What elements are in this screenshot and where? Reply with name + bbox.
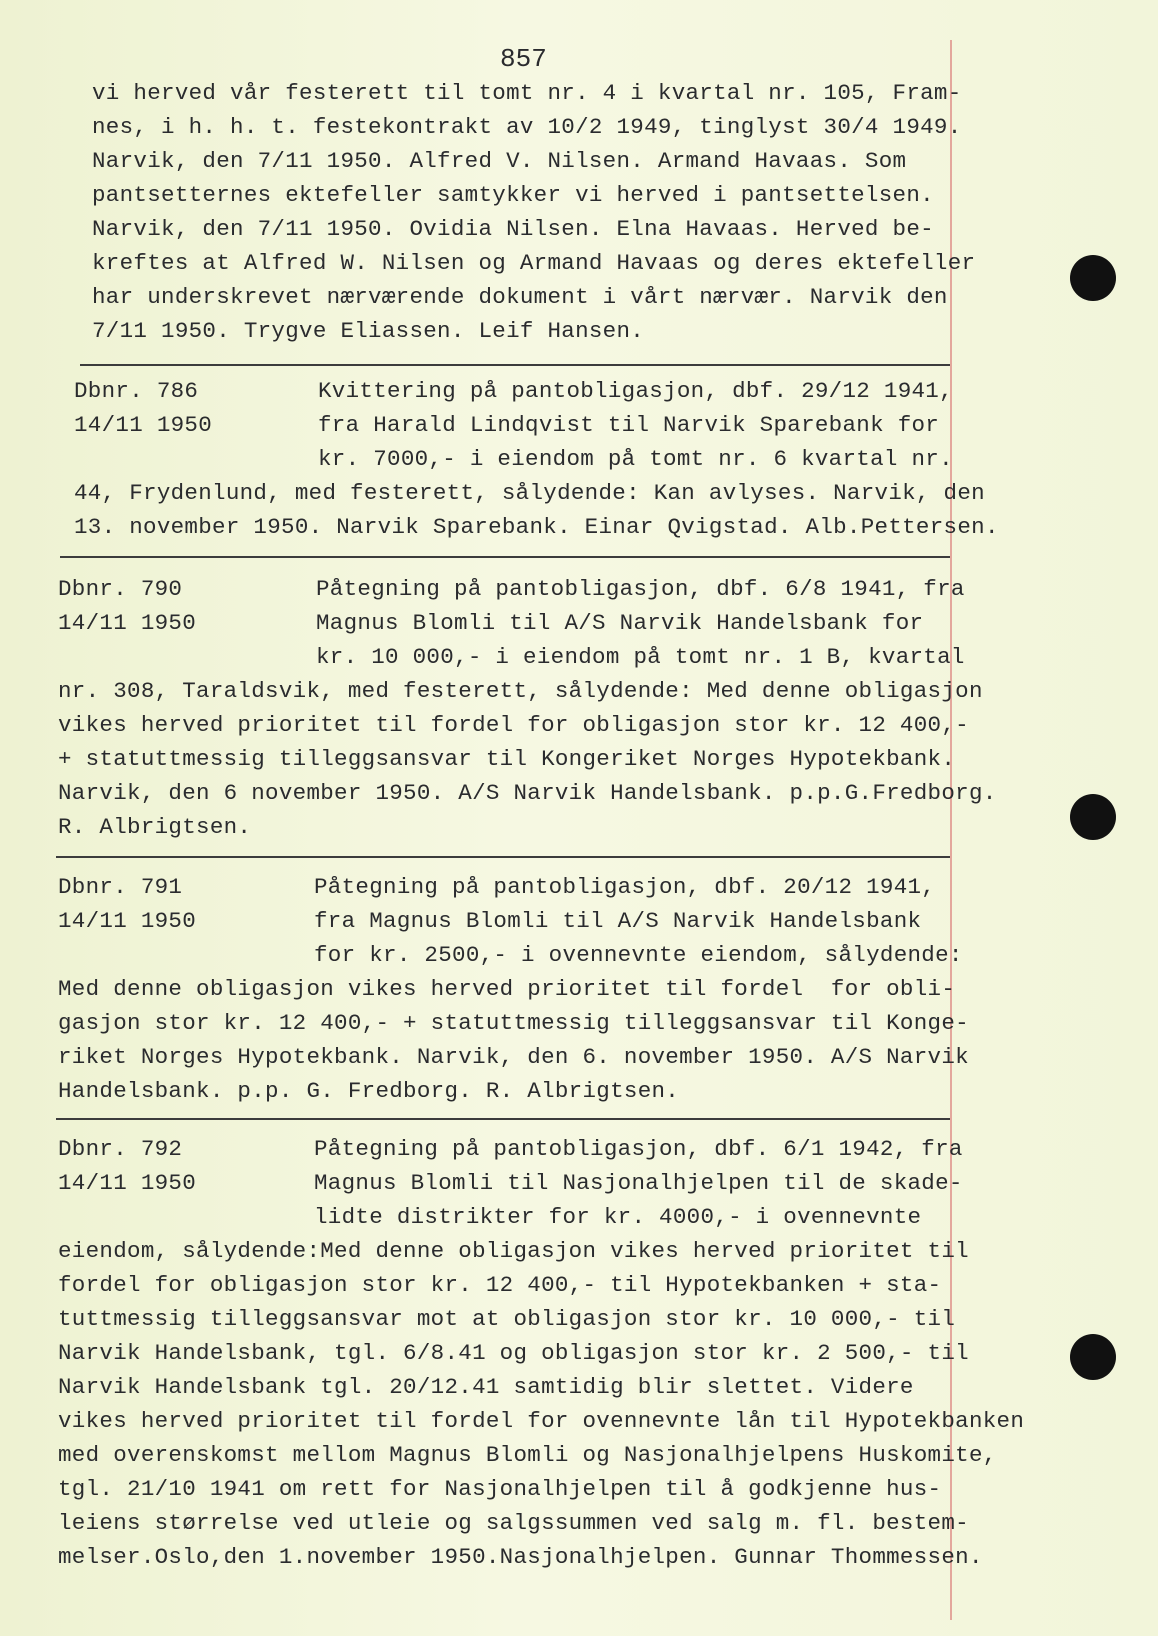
page-number: 857 [500, 44, 547, 74]
entry-head-line: Kvittering på pantobligasjon, dbf. 29/12 1941, [318, 378, 953, 404]
entry-date: 14/11 1950 [58, 1170, 197, 1196]
entry-body-line: Narvik, den 6 november 1950. A/S Narvik Handelsbank. p.p.G.Fredborg. [58, 780, 997, 806]
entry-head-line: fra Harald Lindqvist til Narvik Sparebank for [318, 412, 940, 438]
entry-separator [56, 1118, 950, 1120]
entry-head-line: kr. 10 000,- i eiendom på tomt nr. 1 B, kvartal [316, 644, 965, 670]
entry-head-line: kr. 7000,- i eiendom på tomt nr. 6 kvartal nr. [318, 446, 953, 472]
entry-head-line: Påtegning på pantobligasjon, dbf. 20/12 1941, [314, 874, 936, 900]
entry-separator [60, 556, 950, 558]
entry-body-line: tuttmessig tilleggsansvar mot at obligasjon stor kr. 10 000,- til [58, 1306, 956, 1332]
intro-line: har underskrevet nærværende dokument i vårt nærvær. Narvik den [92, 284, 948, 310]
entry-body-line: Med denne obligasjon vikes herved prioritet til fordel for obli- [58, 976, 956, 1002]
entry-body-line: 13. november 1950. Narvik Sparebank. Einar Qvigstad. Alb.Pettersen. [74, 514, 999, 540]
entry-body-line: tgl. 21/10 1941 om rett for Nasjonalhjelpen til å godkjenne hus- [58, 1476, 942, 1502]
entry-body-line: eiendom, sålydende:Med denne obligasjon vikes herved prioritet til [58, 1238, 969, 1264]
intro-line: Narvik, den 7/11 1950. Ovidia Nilsen. Elna Havaas. Herved be- [92, 216, 934, 242]
entry-body-line: fordel for obligasjon stor kr. 12 400,- til Hypotekbanken + sta- [58, 1272, 942, 1298]
entry-head-line: fra Magnus Blomli til A/S Narvik Handelsbank [314, 908, 922, 934]
entry-dbnr: Dbnr. 786 [74, 378, 199, 404]
entry-body-line: gasjon stor kr. 12 400,- + statuttmessig tilleggsansvar til Konge- [58, 1010, 969, 1036]
entry-body-line: vikes herved prioritet til fordel for obligasjon stor kr. 12 400,- [58, 712, 969, 738]
entry-head-line: Magnus Blomli til A/S Narvik Handelsbank for [316, 610, 924, 636]
entry-head-line: Påtegning på pantobligasjon, dbf. 6/8 1941, fra [316, 576, 965, 602]
entry-body-line: + statuttmessig tilleggsansvar til Kongeriket Norges Hypotekbank. [58, 746, 956, 772]
entry-body-line: Handelsbank. p.p. G. Fredborg. R. Albrigtsen. [58, 1078, 680, 1104]
entry-body-line: riket Norges Hypotekbank. Narvik, den 6. november 1950. A/S Narvik [58, 1044, 969, 1070]
margin-rule [950, 40, 952, 1620]
entry-body-line: med overenskomst mellom Magnus Blomli og Nasjonalhjelpens Huskomite, [58, 1442, 997, 1468]
entry-date: 14/11 1950 [58, 610, 197, 636]
punch-hole [1070, 794, 1116, 840]
entry-dbnr: Dbnr. 792 [58, 1136, 183, 1162]
entry-head-line: for kr. 2500,- i ovennevnte eiendom, sålydende: [314, 942, 963, 968]
entry-separator [80, 364, 950, 366]
punch-hole [1070, 1334, 1116, 1380]
entry-body-line: Narvik Handelsbank tgl. 20/12.41 samtidig blir slettet. Videre [58, 1374, 914, 1400]
entry-dbnr: Dbnr. 790 [58, 576, 183, 602]
intro-line: pantsetternes ektefeller samtykker vi herved i pantsettelsen. [92, 182, 934, 208]
entry-body-line: 44, Frydenlund, med festerett, sålydende: Kan avlyses. Narvik, den [74, 480, 985, 506]
entry-body-line: nr. 308, Taraldsvik, med festerett, sålydende: Med denne obligasjon [58, 678, 983, 704]
entry-head-line: Påtegning på pantobligasjon, dbf. 6/1 1942, fra [314, 1136, 963, 1162]
entry-date: 14/11 1950 [58, 908, 197, 934]
entry-head-line: lidte distrikter for kr. 4000,- i ovennevnte [314, 1204, 922, 1230]
entry-body-line: Narvik Handelsbank, tgl. 6/8.41 og obligasjon stor kr. 2 500,- til [58, 1340, 969, 1366]
intro-line: 7/11 1950. Trygve Eliassen. Leif Hansen. [92, 318, 645, 344]
intro-line: vi herved vår festerett til tomt nr. 4 i kvartal nr. 105, Fram- [92, 80, 962, 106]
entry-body-line: R. Albrigtsen. [58, 814, 252, 840]
entry-head-line: Magnus Blomli til Nasjonalhjelpen til de skade- [314, 1170, 963, 1196]
entry-body-line: melser.Oslo,den 1.november 1950.Nasjonalhjelpen. Gunnar Thommessen. [58, 1544, 983, 1570]
entry-date: 14/11 1950 [74, 412, 213, 438]
intro-line: kreftes at Alfred W. Nilsen og Armand Havaas og deres ektefeller [92, 250, 976, 276]
intro-line: Narvik, den 7/11 1950. Alfred V. Nilsen. Armand Havaas. Som [92, 148, 907, 174]
intro-line: nes, i h. h. t. festekontrakt av 10/2 1949, tinglyst 30/4 1949. [92, 114, 962, 140]
entry-body-line: vikes herved prioritet til fordel for ovennevnte lån til Hypotekbanken [58, 1408, 1025, 1434]
entry-body-line: leiens størrelse ved utleie og salgssummen ved salg m. fl. bestem- [58, 1510, 969, 1536]
entry-dbnr: Dbnr. 791 [58, 874, 183, 900]
entry-separator [56, 856, 950, 858]
punch-hole [1070, 255, 1116, 301]
